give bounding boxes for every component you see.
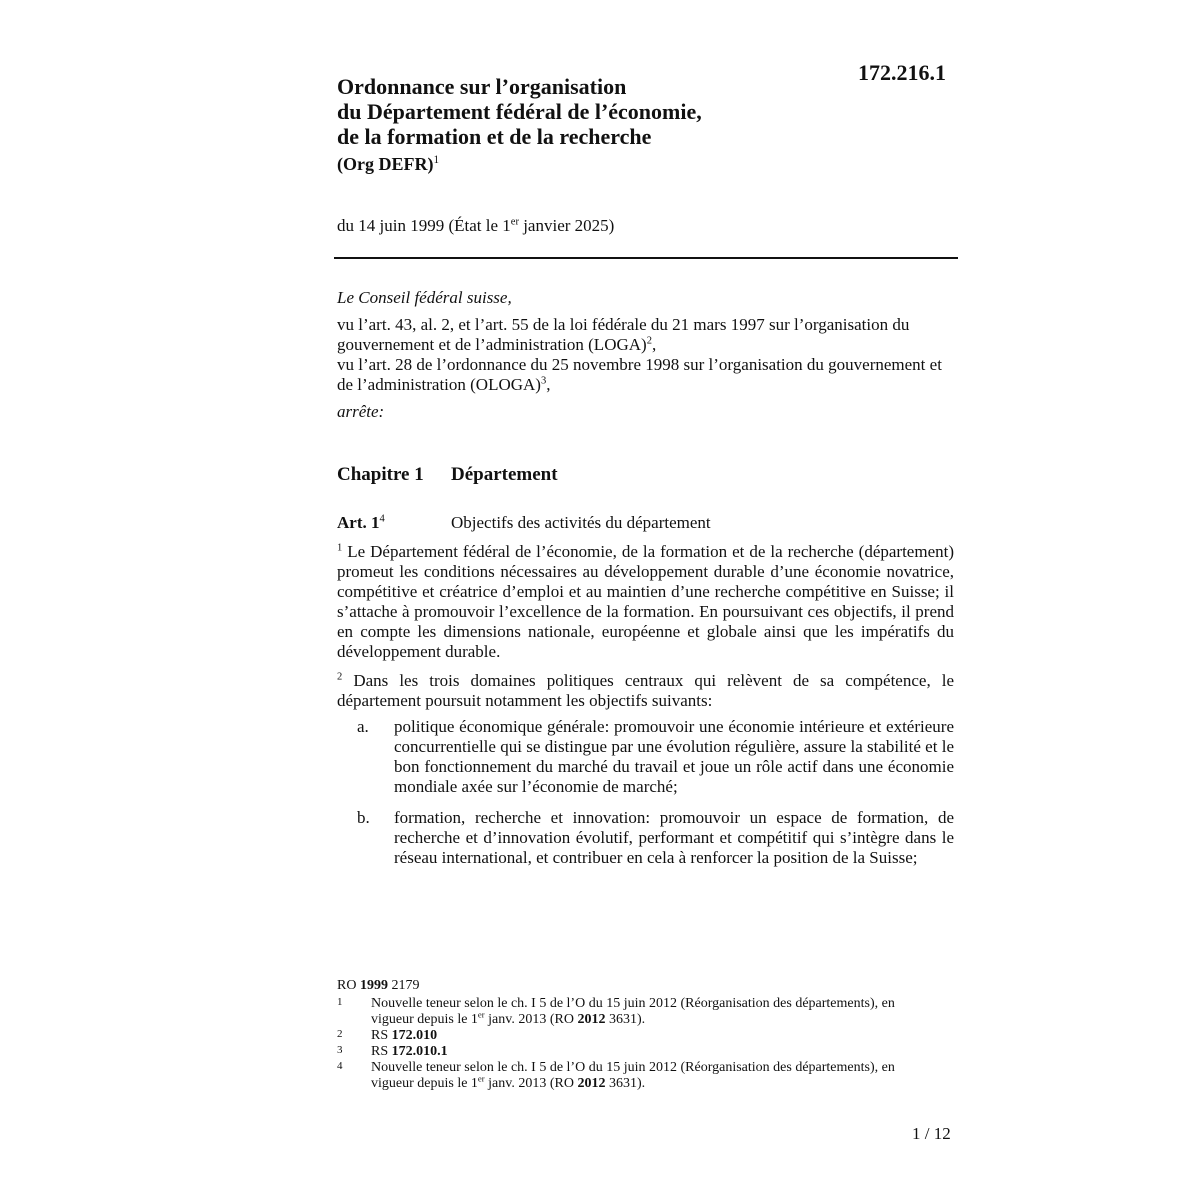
footnote-1: 1 Nouvelle teneur selon le ch. I 5 de l’O du 15 juin 2012 (Réorganisation des départements), en vigueur depuis le 1er janv. 2013 (RO 2012 3631). bbox=[337, 996, 895, 1027]
page-number: 1 / 12 bbox=[912, 1124, 951, 1143]
footnote-number: 3 bbox=[337, 1044, 343, 1056]
basis-2-end: , bbox=[546, 375, 551, 394]
paragraph-2-text: Dans les trois domaines politiques centraux qui relèvent de sa compétence, le département poursuit notamment les objectifs suivants: bbox=[337, 671, 955, 710]
list-item-text: formation, recherche et innovation: promouvoir un espace de formation, de recherche et d’innovation évolutif, performant et compétitif qui s’intègre dans le réseau international, et contribuer en cela à renforcer la position de la Suisse; bbox=[394, 808, 954, 867]
footnote-ref-4[interactable]: 4 bbox=[379, 513, 385, 525]
preamble bbox=[337, 288, 957, 422]
preamble-basis-2 bbox=[337, 355, 957, 395]
article-paragraph-2 bbox=[337, 671, 954, 711]
document-number: 172.216.1 bbox=[858, 60, 946, 85]
footnote-4: 4 Nouvelle teneur selon le ch. I 5 de l’O du 15 juin 2012 (Réorganisation des départements), en vigueur depuis le 1er janv. 2013 (RO 2012 3631). bbox=[337, 1060, 895, 1091]
document-title bbox=[337, 74, 837, 149]
title-abbreviation bbox=[337, 154, 439, 175]
list-marker: b. bbox=[357, 808, 370, 827]
footnote-3: 3 RS 172.010.1 bbox=[337, 1044, 448, 1059]
footnote-link-rs[interactable]: 172.010.1 bbox=[391, 1044, 448, 1059]
official-source: RO 1999 2179 bbox=[337, 978, 420, 993]
footnote-link-rs[interactable]: 172.010 bbox=[391, 1028, 438, 1043]
footnote-ref-3[interactable]: 3 bbox=[540, 375, 547, 387]
basis-1-end: , bbox=[651, 335, 657, 354]
footnote-2: 2 RS 172.010 bbox=[337, 1028, 438, 1043]
article-number: Art. 1 bbox=[337, 513, 380, 532]
list-item bbox=[357, 717, 954, 797]
chapter-heading bbox=[337, 464, 558, 486]
abbreviation-text: (Org DEFR) bbox=[337, 154, 434, 174]
list-item-text: politique économique générale: promouvoir une économie intérieure et extérieure concurrentielle qui se distingue par une évolution régulière, assure la stabilité et le bon fonctionnement du marché du travail et joue un rôle actif dans une économie mondiale axée sur l’économie de marché; bbox=[394, 717, 954, 796]
title-line-3: de la formation et de la recherche bbox=[337, 124, 652, 149]
footnote-ref-1[interactable]: 1 bbox=[433, 154, 440, 166]
article-heading bbox=[337, 513, 957, 533]
list-item bbox=[357, 808, 954, 868]
footnote-ref-2[interactable]: 2 bbox=[646, 335, 652, 347]
footnotes bbox=[337, 978, 917, 1092]
preamble-authority: Le Conseil fédéral suisse, bbox=[337, 288, 512, 307]
footnote-number: 2 bbox=[337, 1028, 343, 1040]
title-divider bbox=[334, 257, 958, 259]
preamble-basis-1 bbox=[337, 315, 957, 355]
chapter-number: Chapitre 1 bbox=[337, 464, 424, 485]
preamble-decision: arrête: bbox=[337, 402, 385, 421]
title-line-2: du Département fédéral de l’économie, bbox=[337, 99, 702, 124]
paragraph-number-1: 1 bbox=[337, 542, 343, 554]
chapter-title: Département bbox=[451, 464, 558, 485]
title-line-1: Ordonnance sur l’organisation bbox=[337, 74, 627, 99]
footnote-number: 1 bbox=[337, 996, 343, 1008]
article-paragraph-1 bbox=[337, 542, 954, 662]
list-marker: a. bbox=[357, 717, 369, 736]
article-title: Objectifs des activités du département bbox=[451, 513, 711, 532]
date-prefix: du 14 juin 1999 (État le 1 bbox=[337, 216, 511, 235]
basis-1-text: vu l’art. 43, al. 2, et l’art. 55 de la loi fédérale du 21 mars 1997 sur l’organisation du gouvernement et de l’administration (LOGA) bbox=[337, 315, 910, 354]
enactment-date bbox=[337, 216, 614, 236]
date-suffix: janvier 2025) bbox=[518, 216, 615, 235]
date-superscript: er bbox=[510, 216, 519, 228]
footnote-number: 4 bbox=[337, 1060, 343, 1072]
paragraph-1-text: Le Département fédéral de l’économie, de la formation et de la recherche (département) promeut les conditions nécessaires au développement durable d’une économie novatrice, compétitive et créatrice d’emploi et au maintien d’une recherche compétitive en Suisse; il s’attache à promouvoir l’excellence de la formation. En poursuivant ces objectifs, il prend en compte les dimensions nationale, européenne et globale ainsi que les impératifs du développement durable. bbox=[337, 542, 954, 661]
basis-2-text: vu l’art. 28 de l’ordonnance du 25 novembre 1998 sur l’organisation du gouvernement et de l’administration (OLOGA) bbox=[337, 355, 942, 394]
paragraph-number-2: 2 bbox=[337, 671, 343, 683]
